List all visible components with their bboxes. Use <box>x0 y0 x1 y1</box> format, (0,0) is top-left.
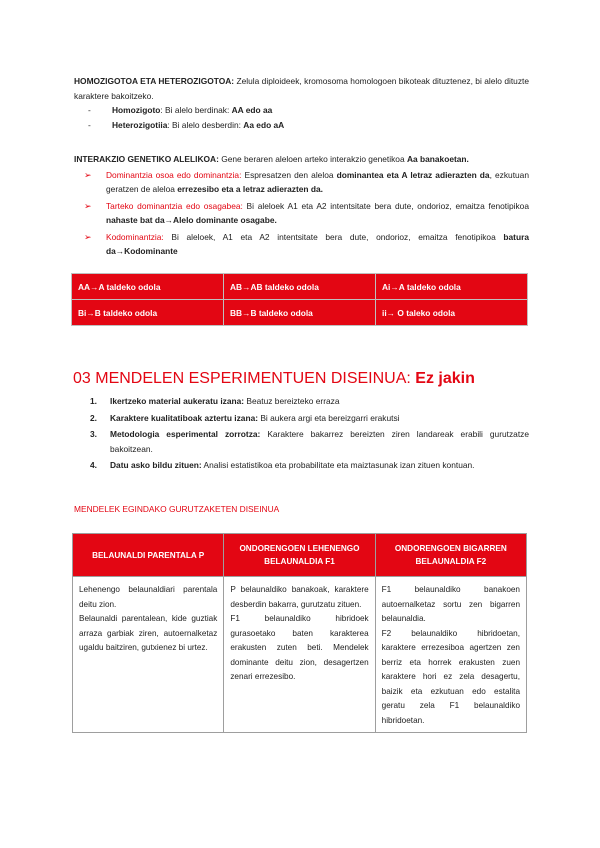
list-item <box>74 394 529 409</box>
cell-paragraph: F2 belaunaldiko hibridoetan, karaktere errezesiboa agertzen zen berriz eta horrek erakusten zuen karaktere hori ez zela desagertu, baizik eta ezkutuan edo estalita geratu zela F1 belaunaldiko hibridoetan. <box>381 628 520 725</box>
list-item <box>82 199 529 228</box>
term: Tarteko dominantzia edo osagabea: <box>106 200 243 211</box>
homozigotoa-list <box>88 103 529 132</box>
interakzio-section <box>74 152 529 261</box>
step-text: Analisi estatistikoa eta probabilitate eta maiztasunak izan zituen kontuan. <box>201 460 475 470</box>
homozigotoa-text: Zelula diploideek, kromosoma homologoen bikoteak dituztenez, bi alelo dituzte karaktere bakoitzeko. <box>74 76 529 101</box>
step-number: 4. <box>90 460 97 470</box>
text-bold: nahaste bat da <box>106 215 165 225</box>
steps-list <box>74 394 529 475</box>
arrow-bullet-icon: ➢ <box>84 169 92 180</box>
homozigotoa-section <box>74 74 529 132</box>
table-header: ONDORENGOEN BIGARREN BELAUNALDIA F2 <box>375 534 526 577</box>
term: Dominantzia osoa edo dominantzia: <box>106 169 242 180</box>
list-item <box>82 230 529 259</box>
table-header: BELAUNALDI PARENTALA P <box>73 534 224 577</box>
table-cell <box>375 577 526 733</box>
step-text: Karaktere bakarrez bereizten ziren landareak erabili gurutzatze bakoitzean. <box>110 429 529 454</box>
list-item <box>74 458 529 473</box>
table-header-row <box>73 534 527 577</box>
table-cell <box>73 577 224 733</box>
step-text: Beatuz bereizteko erraza <box>244 396 340 406</box>
list-item <box>74 411 529 426</box>
step-number: 1. <box>90 396 97 406</box>
list-item <box>88 118 529 133</box>
step-term: Ikertzeko material aukeratu izana: <box>110 396 245 406</box>
dash-bullet: - <box>88 119 91 130</box>
step-term: Metodologia esperimental zorrotza: <box>110 429 261 439</box>
text-bold: Alelo dominante osagabe. <box>173 215 277 225</box>
section-title-note: Ez jakin <box>415 370 475 387</box>
interakzio-heading: INTERAKZIO GENETIKO ALELIKOA: <box>74 154 219 164</box>
table-row <box>72 300 528 326</box>
list-item <box>82 168 529 197</box>
arrow-bullet-icon: ➢ <box>84 200 92 211</box>
example: Aa edo aA <box>243 119 285 130</box>
dash-bullet: - <box>88 105 91 115</box>
term: Homozigoto <box>112 105 161 115</box>
term: Heterozigotiia <box>112 119 168 130</box>
table-cell: ii→ O taleko odola <box>376 300 528 326</box>
text-bold: Kodominante <box>124 246 178 256</box>
table-cell: BB→B taldeko odola <box>224 300 376 326</box>
term: Kodominantzia: <box>106 231 164 242</box>
table-cell: AA→A taldeko odola <box>72 274 224 300</box>
definition: : Bi alelo desberdin: <box>167 119 244 130</box>
cell-paragraph: Belaunaldi parentalean, kide guztiak arraza garbiak ziren, autoernalketaz ugaldu baitziren, gutxienez bi urtez. <box>79 614 218 652</box>
interakzio-text: Gene beraren aleloen arteko interakzio genetikoa <box>221 154 407 164</box>
cell-paragraph: F1 belaunaldiko hibridoek gurasoetako baten karakterea erakusten zuten beti. Mendelek dominante deitu zion, desagertzen zenari errezesibo. <box>230 614 369 681</box>
list-item <box>74 427 529 456</box>
text: Bi aleloek A1 eta A2 intentsitate bera dute, ondorioz, emaitza fenotipikoa <box>242 200 529 211</box>
text: , ezkutuan geratzen de aleloa <box>106 169 529 194</box>
text: → <box>164 215 174 225</box>
definition: : Bi alelo berdinak: <box>160 105 232 115</box>
table-cell <box>224 577 375 733</box>
section-title <box>73 370 475 388</box>
step-term: Datu asko bildu zituen: <box>110 460 202 470</box>
cell-paragraph: P belaunaldiko banakoak, karaktere desberdin bakarra, gurutzatu zituen. <box>230 585 369 609</box>
step-number: 3. <box>90 429 97 439</box>
table-cell: AB→AB taldeko odola <box>224 274 376 300</box>
text: → <box>115 246 125 256</box>
dominance-table <box>71 273 528 326</box>
table-cell: Ai→A taldeko odola <box>376 274 528 300</box>
generations-table <box>72 533 527 733</box>
design-heading: MENDELEK EGINDAKO GURUTZAKETEN DISEINUA <box>74 504 280 514</box>
cell-paragraph: F1 belaunaldiko banakoen autoernalketaz sortu zen bigarren belaunaldia. <box>381 585 520 623</box>
table-cell: Bi→B taldeko odola <box>72 300 224 326</box>
cell-paragraph: Lehenengo belaunaldiari parentala deitu zion. <box>79 585 218 609</box>
text-bold: dominantea eta A letraz adierazten da <box>336 169 490 180</box>
step-number: 2. <box>90 412 97 423</box>
interakzio-paragraph <box>74 152 529 167</box>
step-term: Karaktere kualitatiboak aztertu izana: <box>110 412 259 423</box>
text-bold: batura da <box>106 231 529 256</box>
table-header: ONDORENGOEN LEHENENGO BELAUNALDIA F1 <box>224 534 375 577</box>
text-bold: errezesibo eta a letraz adierazten da. <box>177 184 323 194</box>
homozigotoa-paragraph <box>74 74 529 103</box>
text: Espresatzen den aleloa <box>241 169 337 180</box>
list-item <box>88 103 529 118</box>
example: AA edo aa <box>231 105 273 115</box>
homozigotoa-heading: HOMOZIGOTOA ETA HETEROZIGOTOA: <box>74 76 235 86</box>
interakzio-text-bold: Aa banakoetan. <box>406 154 469 164</box>
arrow-bullet-icon: ➢ <box>84 231 92 242</box>
table-row <box>72 274 528 300</box>
table-row <box>73 577 527 733</box>
interakzio-list <box>82 168 529 259</box>
section-title-main: 03 MENDELEN ESPERIMENTUEN DISEINUA: <box>73 370 416 387</box>
step-text: Bi aukera argi eta bereizgarri erakutsi <box>258 412 400 423</box>
text: Bi aleloek, A1 eta A2 intentsitate bera dute, ondorioz, emaitza fenotipikoa <box>163 231 504 242</box>
